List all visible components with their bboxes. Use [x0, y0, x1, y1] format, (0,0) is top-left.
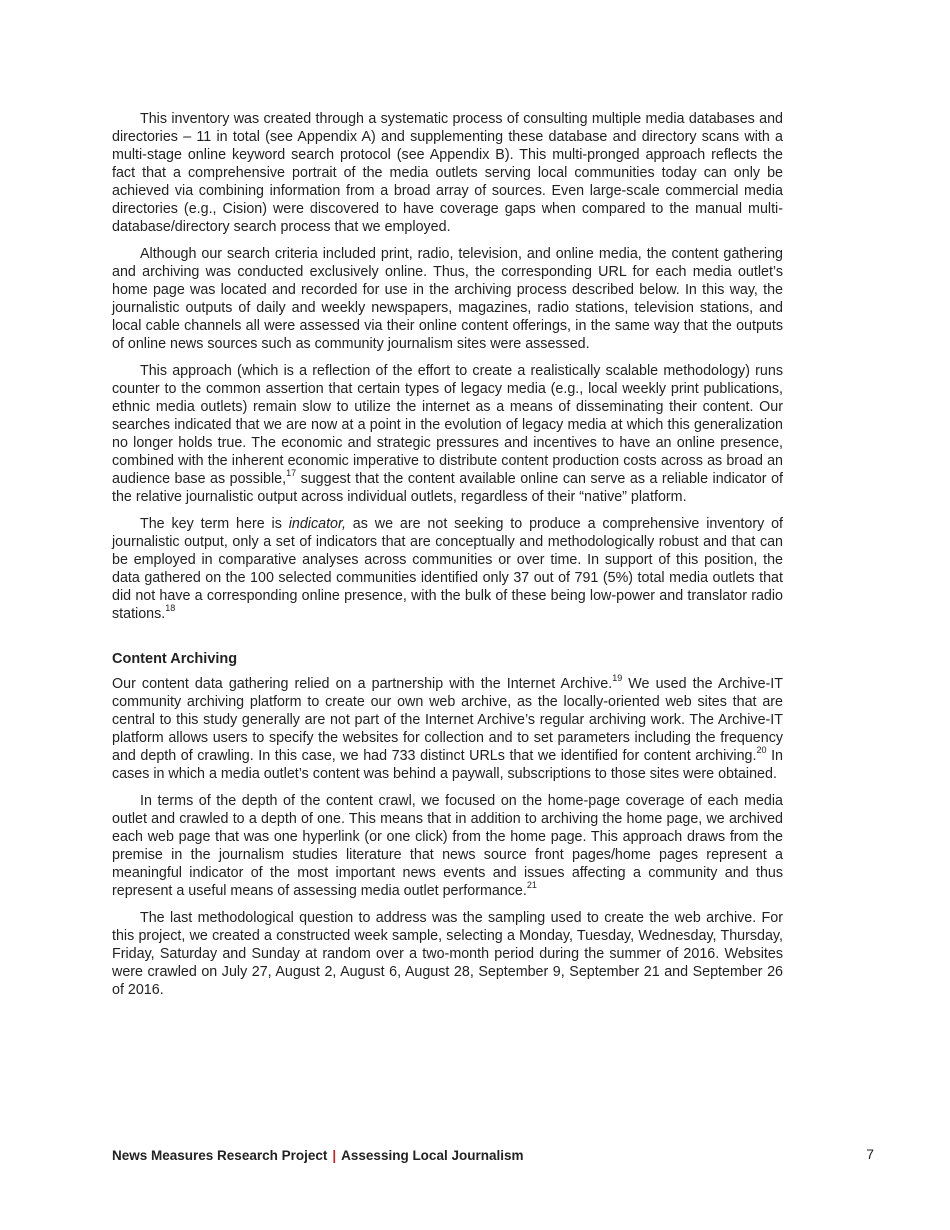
paragraph-approach-text: This approach (which is a reflection of the effort to create a realistically scalable methodology) runs counter to the common assertion that certain types of legacy media (e.g., local weekly print publications, ethnic media outlets) remain slow to utilize the internet as a means of disseminating their content. Our searches indicated that we are now at a point in the evolution of legacy media at which this generalization no longer holds true. The economic and strategic pressures and incentives to have an online presence, combined with the inherent economic imperative to distribute content production costs across as broad an audience base as possible,: [112, 363, 783, 487]
footnote-ref-20[interactable]: 20: [756, 745, 767, 756]
paragraph-key-term-body: as we are not seeking to produce a comprehensive inventory of journalistic output, only a set of indicators that are conceptually and methodologically robust and that can be employed in comparative analyses across communities or over time. In support of this position, the data gathered on the 100 selected communities identified only 37 out of 791 (5%) total media outlets that did not have a corresponding online presence, with the bulk of these being low-power and translator radio stations.: [112, 516, 784, 622]
footer-separator: |: [332, 1148, 337, 1163]
footnote-ref-18[interactable]: 18: [165, 603, 176, 614]
section-heading-content-archiving: Content Archiving: [112, 651, 238, 667]
emphasis-indicator: indicator,: [288, 516, 346, 532]
paragraph-sampling: The last methodological question to address was the sampling used to create the web archive. For this project, we created a constructed week sample, selecting a Monday, Tuesday, Wednesday, Thursday, Friday, Saturday and Sunday at random over a two-month period during the summer of 2016. Websites were crawled on July 27, August 2, August 6, August 28, September 9, September 21 and September 26 of 2016.: [112, 910, 783, 998]
paragraph-partnership-end: In cases in which a media outlet’s content was behind a paywall, subscriptions to those sites were obtained.: [112, 748, 784, 782]
paragraph-approach: [112, 362, 783, 506]
footnote-ref-17[interactable]: 17: [286, 468, 297, 479]
page-content: [112, 110, 783, 1008]
footer-report-title: Assessing Local Journalism: [341, 1148, 524, 1163]
paragraph-key-term-start: The key term here is: [140, 516, 289, 532]
paragraph-search-criteria: Although our search criteria included print, radio, television, and online media, the content gathering and archiving was conducted exclusively online. Thus, the corresponding URL for each media outlet’s home page was located and recorded for use in the archiving process described below. In this way, the journalistic outputs of daily and weekly newspapers, magazines, radio stations, television stations, and local cable channels all were assessed via their online content offerings, in the same way that the outputs of online news sources such as community journalism sites were assessed.: [112, 246, 783, 352]
paragraph-approach-text-end: suggest that the content available online can serve as a reliable indicator of the relative journalistic output across individual outlets, regardless of their “native” platform.: [112, 471, 783, 505]
paragraph-partnership-body: We used the Archive-IT community archiving platform to create our own web archive, as the locally-oriented web sites that are central to this study generally are not part of the Internet Archive’s regular archiving work. The Archive-IT platform allows users to specify the websites for collection and to set parameters including the frequency and depth of crawling. In this case, we had 733 distinct URLs that we identified for content archiving.: [112, 676, 783, 764]
paragraph-inventory-process: This inventory was created through a systematic process of consulting multiple media databases and directories – 11 in total (see Appendix A) and supplementing these database and directory scans with a multi-stage online keyword search protocol (see Appendix B). This multi-pronged approach reflects the fact that a comprehensive portrait of the media outlets serving local communities today can only be achieved via combining information from a broad array of sources. Even large-scale commercial media directories (e.g., Cision) were discovered to have coverage gaps when compared to the manual multi-database/directory search process that we employed.: [112, 111, 783, 235]
paragraph-key-term: [112, 515, 783, 623]
footer-project-name: News Measures Research Project: [112, 1148, 328, 1163]
paragraph-partnership-start: Our content data gathering relied on a partnership with the Internet Archive.: [112, 676, 613, 692]
paragraph-crawl-depth-text: In terms of the depth of the content crawl, we focused on the home-page coverage of each media outlet and crawled to a depth of one. This means that in addition to archiving the home page, we archived each web page that was one hyperlink (or one click) from the home page. This approach draws from the premise in the journalism studies literature that news source front pages/home pages represent a meaningful indicator of the most important news events and issues affecting a community and thus represent a useful means of assessing media outlet performance.: [112, 793, 783, 899]
footnote-ref-21[interactable]: 21: [526, 880, 537, 891]
page-number: 7: [866, 1146, 874, 1162]
page-footer: [112, 1147, 523, 1165]
paragraph-crawl-depth: [112, 792, 783, 900]
footnote-ref-19[interactable]: 19: [612, 673, 623, 684]
paragraph-partnership: [112, 675, 783, 783]
